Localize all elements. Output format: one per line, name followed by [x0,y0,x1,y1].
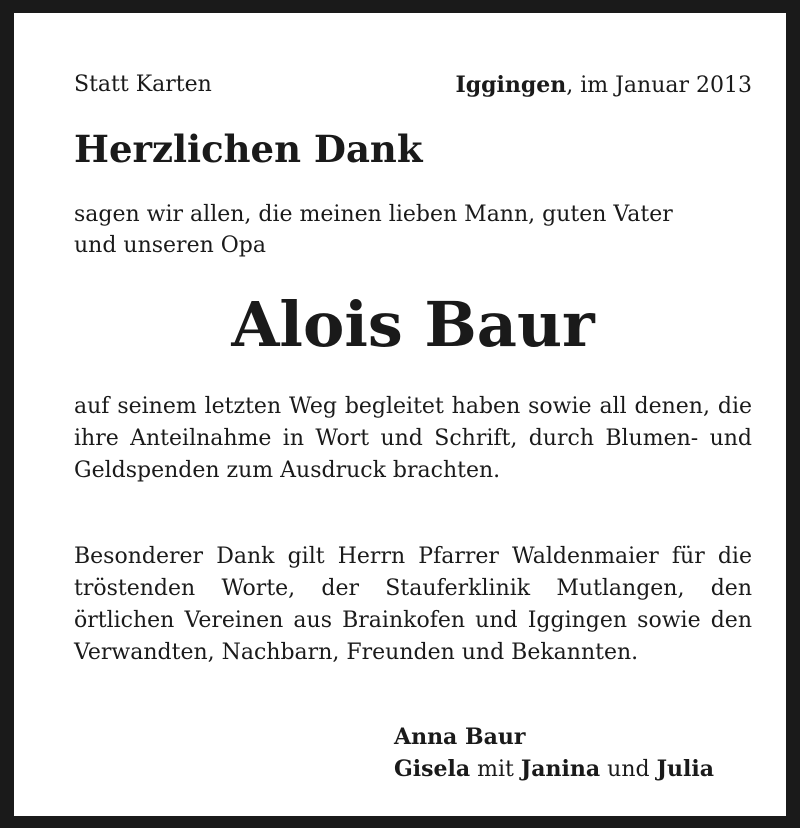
header-row [74,69,752,101]
signature-block [394,721,714,786]
signature-connector-mit: mit [470,757,521,782]
intro-line-2: und unseren Opa [74,233,266,258]
notice-heading: Herzlichen Dank [74,127,423,171]
intro-line-1: sagen wir allen, die meinen lieben Mann, guten Vater [74,202,673,227]
paragraph-thanks: auf seinem letzten Weg begleitet haben sowie all denen, die ihre Anteilnahme in Wort und Schrift, durch Blumen- und Geldspenden zum Ausdruck brachten. [74,394,752,483]
deceased-name: Alois Baur [231,288,595,361]
intro-text [74,199,752,261]
signature-name-gisela: Gisela [394,756,471,782]
signature-line-1: Anna Baur [394,724,526,750]
paragraph-special-thanks: Besonderer Dank gilt Herrn Pfarrer Waldenmaier für die tröstenden Worte, der Stauferklinik Mutlangen, den örtlichen Vereinen aus Brainkofen und Iggingen sowie den Verwandten, Nachbarn, Freunden und Bekannten. [74,544,752,665]
signature-name-julia: Julia [656,756,714,782]
signature-line-2 [394,753,714,786]
place-date [455,69,752,102]
signature-connector-und: und [600,757,657,782]
place-name: Iggingen [455,72,567,98]
signature-name-janina: Janina [520,756,601,782]
statt-karten-label: Statt Karten [74,72,212,97]
date-text: , im Januar 2013 [566,73,752,98]
